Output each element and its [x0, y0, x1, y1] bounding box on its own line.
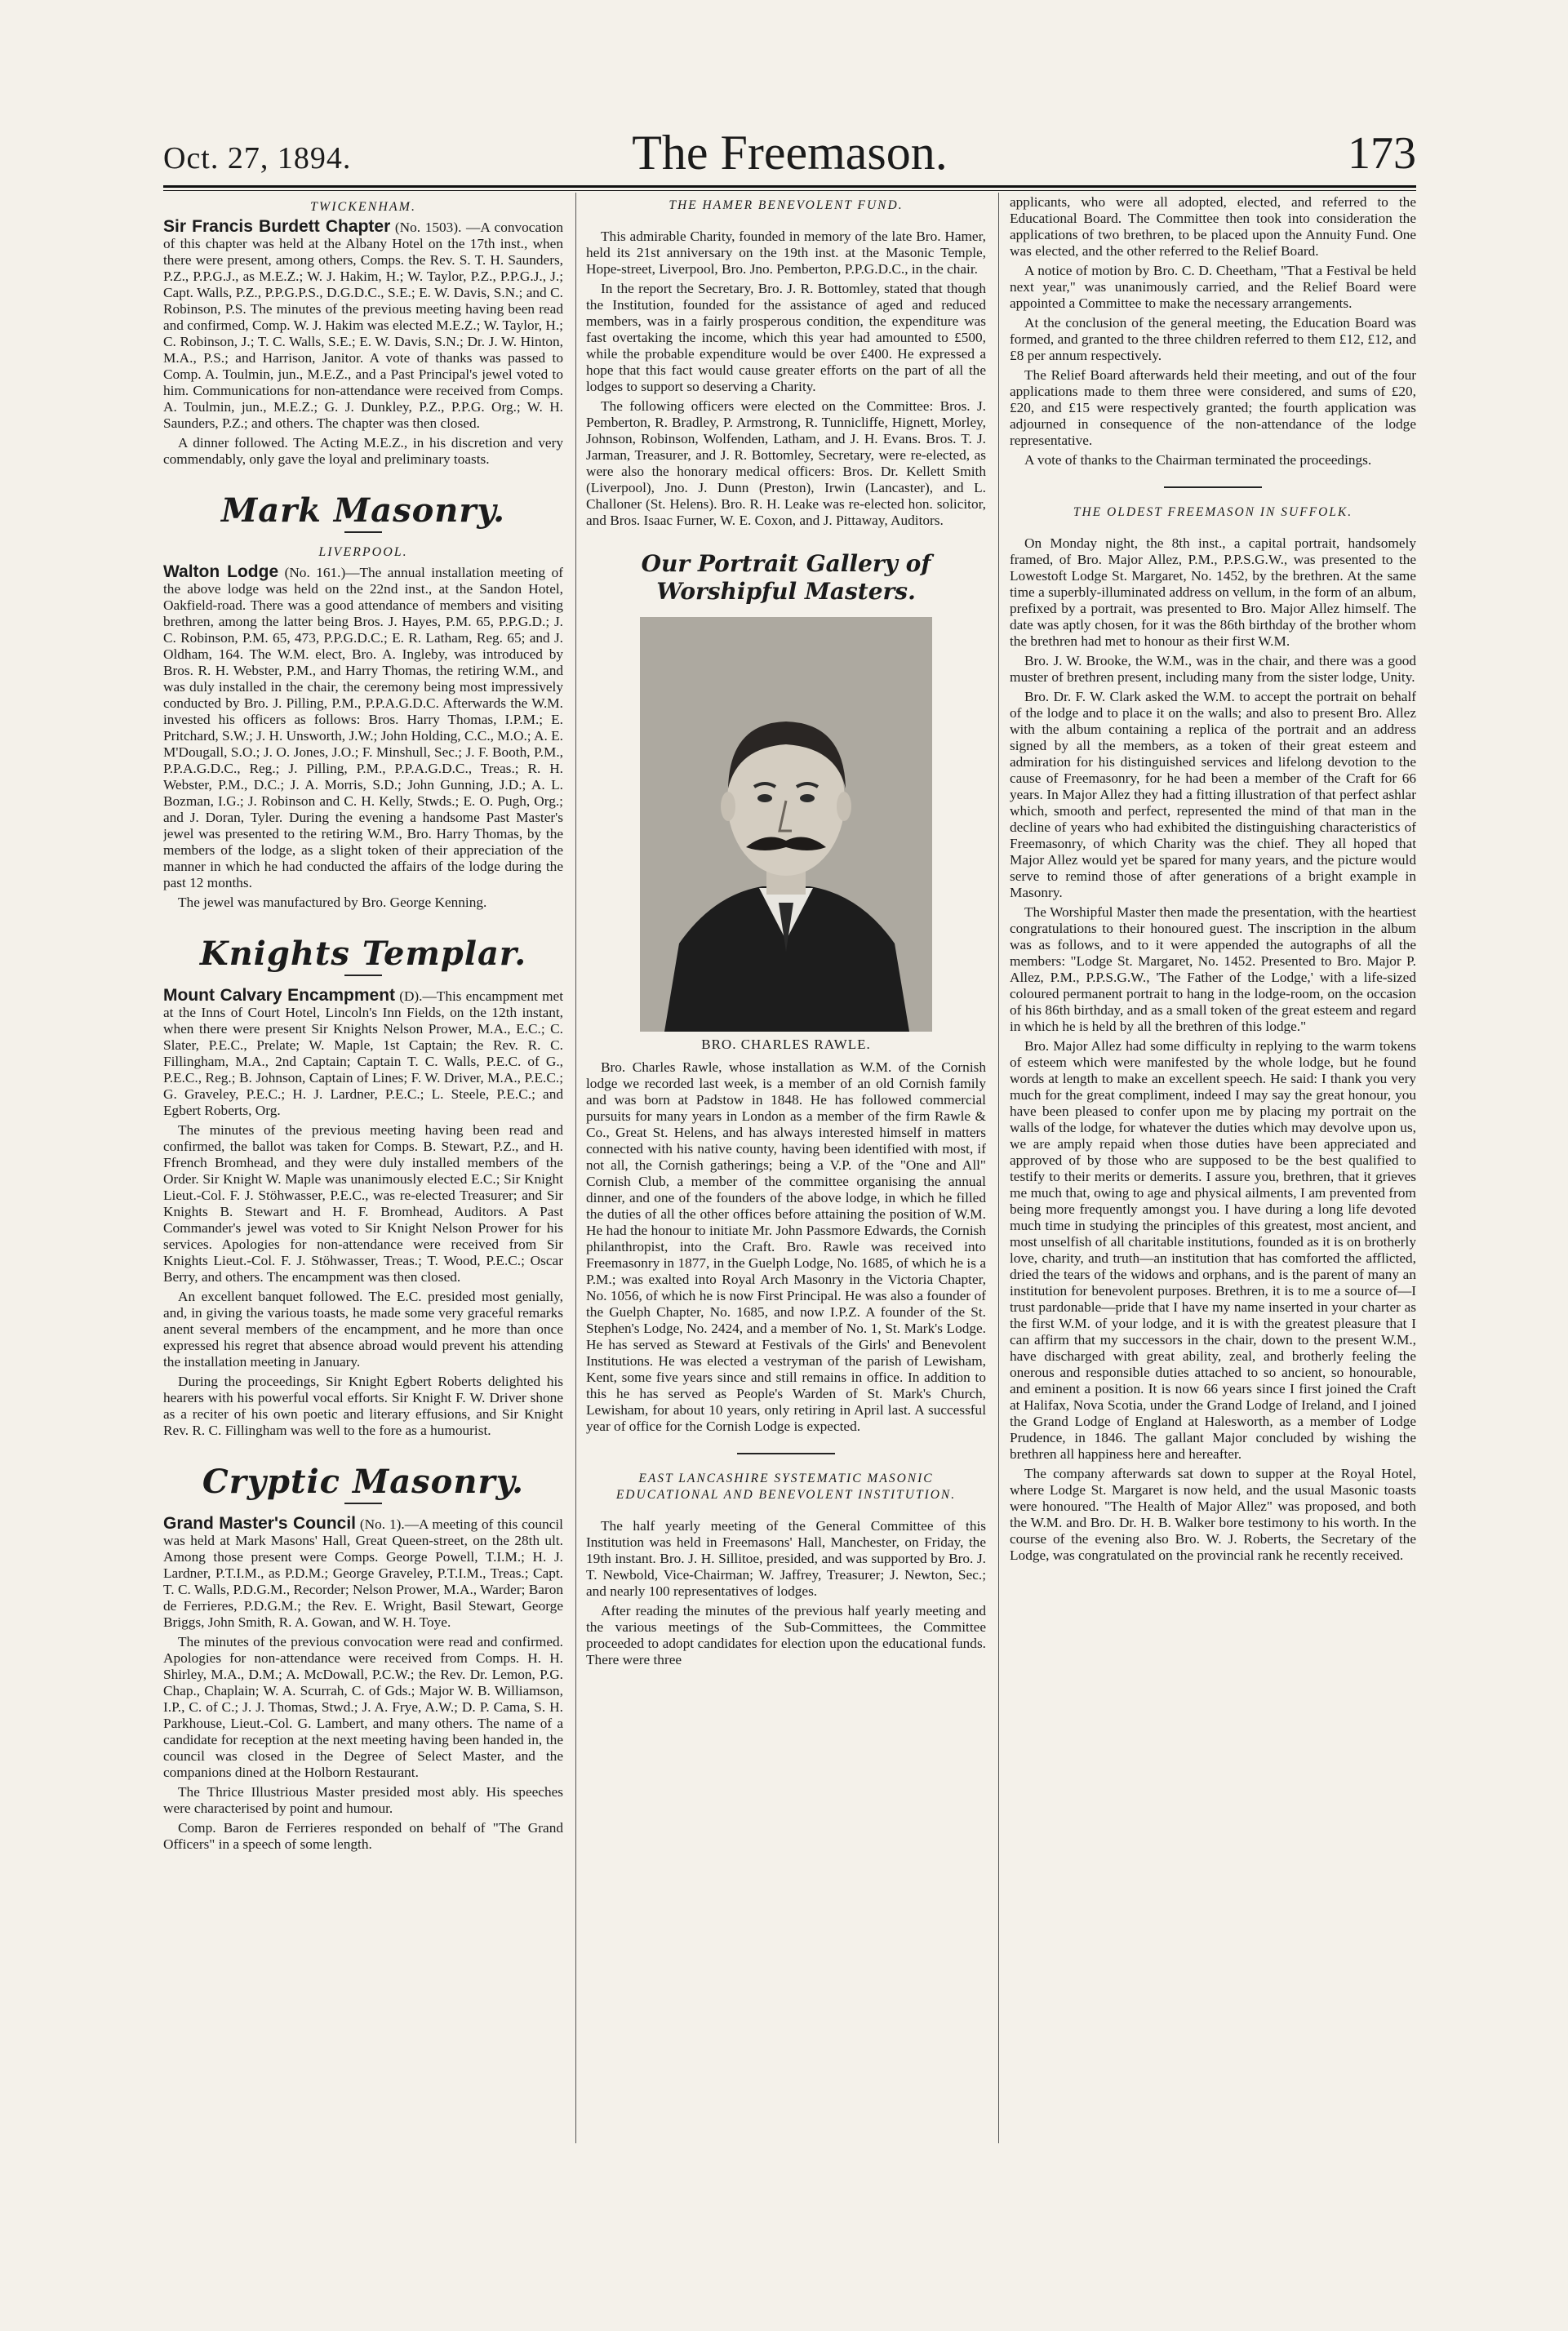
article-paragraph: Bro. Charles Rawle, whose installation as W.M. of the Cornish lodge we recorded last week, is a member of an old Cornish family and was born at Padstow in 1848. He has followed commercial pursuits for many years in London as a member of the firm Rawle & Co., Great St. Helens, and has always interested himself in matters connected with his native county, having been identified with most, if not all, the Cornish gatherings; being a V.P. of the "One and All" Cornish Club, a member of the committee organising the annual dinner, and one of the founders of the above lodge, in which he filled the duties of all the other offices before attaining the position of W.M. He had the honour to initiate Mr. John Passmore Edwards, the Cornish philanthropist, into the Craft. Bro. Rawle was received into Freemasonry in 1877, in the Guelph Lodge, No. 1685, of which he is a P.M.; was exalted into Royal Arch Masonry in the Victoria Chapter, No. 1056, of which he is now First Principal. He was also a founder of the Guelph Chapter, No. 1685, and now I.P.Z. A founder of the St. Stephen's Lodge, No. 2424, and a member of No. 1, St. Mark's Lodge. He has served as Steward at Festivals of the Girls' and Benevolent Institutions. He was elected a vestryman of the parish of Lewisham, Kent, some five years since and still remains in office. In addition to this he has served as People's Warden of St. Mark's Church, Lewisham, for about 10 years, only retiring in April last. A successful year of office for the Cornish Lodge is expected. — [586, 1059, 986, 1434]
article-paragraph: applicants, who were all adopted, elected, and referred to the Educational Board. The Committee then took into consideration the applications of two brethren, to be placed upon the Annuity Fund. One was elected, and the other referred to the Relief Board. — [1010, 194, 1416, 259]
article-paragraph: Bro. Major Allez had some difficulty in replying to the warm tokens of esteem which were manifested by the whole lodge, but he found words at length to make an excellent speech. He said: I thank you very much for the great compliment, indeed I may say the great honour, you have been pleased to confer upon me by placing my portrait on the walls of the lodge, for whatever the duties which may devolve upon us, we are amply repaid when those duties have been appreciated and approved of by those who are supposed to be the best qualified to testify to their merits or demerits. I assure you, brethren, that it grieves me much that, owing to age and physical ailments, I am prevented from being more frequently amongst you. I have during a long life devoted much time in studying the principles of this greatest, most ancient, and most unselfish of all charitable institutions, founded as it is on brotherly love, charity, and truth—an institution that has comforted the afflicted, dried the tears of the widows and orphans, and is the parent of many an institution for benevolent purposes. Brethren, it is to me a source of—I trust pardonable—pride that I have my name inserted in your charter as the first W.M. of your lodge, and it is with the greatest pleasure that I can affirm that my successors in the chair, down to the present W.M., have discharged with great ability, zeal, and brotherly feeling the onerous and responsible duties attached to so ancient, so honourable, and eminent a position. It is now 66 years since I first joined the Craft at Halifax, Nova Scotia, under the Grand Lodge of Ireland, and I joined the Grand Lodge of England at Halesworth, as a member of Lodge Prudence, in 1846. The gallant Major concluded by wishing the brethren all happiness here and hereafter. — [1010, 1038, 1416, 1462]
column-left — [163, 194, 563, 2145]
article-paragraph: Bro. J. W. Brooke, the W.M., was in the chair, and there was a good muster of brethren present, including many from the sister lodge, Unity. — [1010, 653, 1416, 685]
portrait-gallery-heading: Our Portrait Gallery of Worshipful Masters. — [641, 550, 931, 605]
lead-heading: Grand Master's Council — [163, 1514, 357, 1533]
article-paragraph: During the proceedings, Sir Knight Egbert Roberts delighted his hearers with his powerful vocal efforts. Sir Knight F. W. Driver shone as a reciter of his own poetic and literary effusions, and Sir Knight Rev. R. C. Fillingham was well to the fore as a humourist. — [163, 1374, 563, 1438]
article-paragraph: A vote of thanks to the Chairman terminated the proceedings. — [1024, 452, 1372, 468]
article-paragraph: A dinner followed. The Acting M.E.Z., in his discretion and very commendably, only gave the loyal and preliminary toasts. — [163, 435, 563, 467]
issue-date: Oct. 27, 1894. — [163, 141, 352, 175]
column-divider — [998, 193, 999, 2143]
article-paragraph: The following officers were elected on the Committee: Bros. J. Pemberton, R. Bradley, P. Armstrong, R. Tunnicliffe, Hignett, Morley, Johnson, Robinson, Wolfenden, Latham, and J. H. Evans. Bros. T. J. Jarman, Treasurer, and J. R. Bottomley, Secretary, were re-elected, as were also the honorary medical officers: Bros. Dr. Kellett Smith (Liverpool), Jno. J. Dunn (Preston), Irwin (Lancaster), and L. Challoner (St. Helens). Bro. R. H. Leake was re-elected hon. solicitor, and Bros. Isaac Furner, W. E. Coxon, and J. Pittaway, Auditors. — [586, 398, 986, 528]
article-body: (No. 1).—A meeting of this council was held at Mark Masons' Hall, Great Queen-street, on the 28th ult. Among those present were Comps. George Powell, T.I.M.; H. J. Lardner, P.T.I.M., as P.D.M.; George Graveley, P.T.I.M., Treas.; Capt. T. C. Walls, P.D.G.M., Recorder; Nelson Prower, M.A., Warder; Baron de Ferrieres, P.D.G.M.; the Rev. E. Wright, Basil Stewart, George Briggs, John Smith, R. A. Gowan, and W. H. Toye. — [163, 1516, 563, 1630]
article-paragraph: The Worshipful Master then made the presentation, with the heartiest congratulations to their honoured guest. The inscription in the album was as follows, and to it were appended the autographs of all the members: "Lodge St. Margaret, No. 1452. Presented to Bro. Major P. Allez, P.M., P.P.S.G.W., 'The Father of the Lodge,' with a life-sized coloured permanent portrait to hang in the lodge-room, on the occasion of his 86th birthday, and as a small token of the great esteem and regard in which he is held by all the brethren of this lodge." — [1010, 904, 1416, 1034]
article-paragraph: At the conclusion of the general meeting, the Education Board was formed, and granted to the three children referred to them £12, £12, and £8 per annum respectively. — [1010, 315, 1416, 363]
page-number: 173 — [1348, 128, 1416, 179]
article-paragraph: The half yearly meeting of the General Committee of this Institution was held in Freemasons' Hall, Manchester, on Friday, the 19th instant. Bro. J. H. Sillitoe, presided, and was supported by Bro. J. T. Newbold, Vice-Chairman; W. Jaffrey, Treasurer; J. Newton, Sec.; and nearly 100 representatives of lodges. — [586, 1518, 986, 1599]
column-divider — [575, 193, 576, 2143]
article-rule — [1164, 486, 1262, 488]
portrait-caption: BRO. CHARLES RAWLE. — [701, 1037, 871, 1052]
article-paragraph: The minutes of the previous meeting having been read and confirmed, the ballot was taken for Comps. B. Stewart, P.Z., and H. Ffrench Bromhead, and they were duly installed members of the Order. Sir Knight W. Maple was unanimously elected E.C.; Sir Knight Lieut.-Col. F. J. Stöhwasser, P.E.C., was re-elected Treasurer; and Sir Knights B. Stewart and H. F. Bromhead, Auditors. A Past Commander's jewel was voted to Sir Knight Nelson Prower for his services. Apologies for non-attendance were received from Sir Knights Lieut.-Col. F. J. Stöhwasser, Treas.; T. Wood, P.E.C.; Oscar Berry, and others. The encampment was then closed. — [163, 1122, 563, 1285]
article-paragraph: The minutes of the previous convocation were read and confirmed. Apologies for non-attendance were received from Comps. H. H. Shirley, M.A., D.M.; A. McDowall, P.C.W.; the Rev. Dr. Lemon, P.G. Chap., Chaplain; W. A. Scurrah, C. of Gds.; Major W. B. Williamson, I.P., C. of C.; J. J. Thomas, Stwd.; J. A. Frye, A.W.; D. P. Cama, S. H. Parkhouse, Lieut.-Col. G. Lambert, and many others. The name of a candidate for reception at the next meeting having been handed in, the council was closed in the Degree of Select Master, and the companions dined at the Holborn Restaurant. — [163, 1634, 563, 1780]
article-paragraph: The Relief Board afterwards held their meeting, and out of the four applications made to them three were considered, and sums of £20, £20, and £15 were respectively granted; the fourth application was adjourned in consequence of the non-attendance of the lodge representative. — [1010, 367, 1416, 448]
column-middle — [586, 194, 986, 2145]
article-walton-lodge — [163, 564, 563, 891]
header-rule-thin — [163, 190, 1416, 191]
article-sir-francis-burdett — [163, 219, 563, 432]
article-rule — [737, 1453, 835, 1454]
article-paragraph: Bro. Dr. F. W. Clark asked the W.M. to accept the portrait on behalf of the lodge and to place it on the walls; and also to present Bro. Allez with the album containing a replica of the portrait and an address signed by all the members, as a token of their great esteem and admiration for his distinguished services and lifelong devotion to the cause of Freemasonry, for he had been a member of the Craft for 66 years. In Major Allez they had a fitting illustration of that perfect ashlar which, smooth and perfect, represented the mind of that man in the decline of years who had exhibited the distinguishing characteristics of Freemasonry, of which Charity was the chief. They all hoped that Major Allez would yet be spared for many years, and the picture would serve to remind those of after generations of a bright example in Masonry. — [1010, 689, 1416, 900]
article-paragraph: The jewel was manufactured by Bro. George Kenning. — [178, 895, 487, 910]
dateline-twickenham: TWICKENHAM. — [310, 200, 416, 214]
section-heading-cryptic-masonry: Cryptic Masonry. — [202, 1463, 525, 1501]
header-rule — [163, 185, 1416, 188]
article-body: (No. 161.)—The annual installation meeting of the above lodge was held on the 22nd inst., at the Sandon Hotel, Oakfield-road. There was a good attendance of members and visiting brethren, among the latter being Bros. J. Hayes, P.M. 65, P.P.G.D.; J. C. Robinson, P.M. 65, 473, P.P.G.D.C.; E. R. Latham, Reg. 65; and J. Oldham, 164. The W.M. elect, Bro. A. Ingleby, was introduced by Bros. R. H. Webster, P.M., and Harry Thomas, the retiring W.M., and was duly installed in the chair, the ceremony being most impressively conducted by Bro. J. Pilling, P.M., P.P.A.G.D.C. Afterwards the W.M. invested his officers as follows: Bros. Harry Thomas, I.P.M.; E. Pritchard, S.W.; J. H. Unsworth, J.W.; John Holding, C.C., M.O.; A. E. M'Dougall, S.O.; J. O. Jones, J.O.; F. Minshull, Sec.; J. F. Booth, P.M., P.P.A.G.D.C., Reg.; J. Pilling, P.M., P.P.A.G.D.C., Treas.; R. H. Webster, P.M., D.C.; J. A. Morris, S.D.; John Gunning, J.D.; A. L. Bozman, I.G.; J. Robinson and C. H. Kelly, Stwds.; E. O. Pugh, Org.; and J. Doran, Tyler. During the evening a handsome Past Master's jewel was presented to the retiring W.M., Bro. Harry Thomas, by the members of the lodge, as a slight token of their appreciation of the manner in which he had conducted the affairs of the lodge during the past 12 months. — [163, 565, 563, 890]
article-paragraph: This admirable Charity, founded in memory of the late Bro. Hamer, held its 21st anniversary on the 19th inst. at the Masonic Temple, Hope-street, Liverpool, Bro. Jno. Pemberton, P.P.G.D.C., in the chair. — [586, 229, 986, 277]
article-title-east-lancashire: EAST LANCASHIRE SYSTEMATIC MASONIC EDUCATIONAL AND BENEVOLENT INSTITUTION. — [615, 1472, 957, 1502]
article-paragraph: On Monday night, the 8th inst., a capital portrait, handsomely framed, of Bro. Major Allez, P.M., P.P.S.G.W., was presented to the Lowestoft Lodge St. Margaret, No. 1452, by the brethren. At the same time a superbly-illuminated address on vellum, in the form of an album, prefixed by a portrait, was presented to Bro. Major Allez himself. The date was aptly chosen, for it was the 86th birthday of the brother whom the brethren had met to honour as their first W.M. — [1010, 535, 1416, 649]
article-mount-calvary — [163, 988, 563, 1119]
article-paragraph: The company afterwards sat down to supper at the Royal Hotel, where Lodge St. Margaret is now held, and the usual Masonic toasts were honoured. "The Health of Major Allez" was proposed, and both the W.M. and Bro. Dr. H. B. Walker bore testimony to his worth. In the course of the evening also Bro. W. J. Roberts, the Secretary of the Lodge, was congratulated on the provincial rank he recently received. — [1010, 1466, 1416, 1563]
section-rule — [344, 531, 382, 533]
section-rule — [344, 1503, 382, 1504]
dateline-liverpool: LIVERPOOL. — [318, 545, 408, 559]
article-grand-masters-council — [163, 1516, 563, 1631]
lead-heading: Mount Calvary Encampment — [163, 986, 396, 1005]
section-rule — [344, 975, 382, 976]
masthead-title: The Freemason. — [632, 126, 948, 180]
lead-heading: Walton Lodge — [163, 562, 279, 581]
article-title-hamer-fund: THE HAMER BENEVOLENT FUND. — [669, 198, 904, 212]
article-title-oldest-freemason: THE OLDEST FREEMASON IN SUFFOLK. — [1073, 505, 1353, 519]
page-header — [163, 121, 1416, 181]
section-heading-knights-templar: Knights Templar. — [199, 935, 527, 973]
article-paragraph: A notice of motion by Bro. C. D. Cheetham, "That a Festival be held next year," was unanimously carried, and the Relief Board were appointed a Committee to make the necessary arrangements. — [1010, 263, 1416, 311]
article-body: (D).—This encampment met at the Inns of Court Hotel, Lincoln's Inn Fields, on the 12th instant, when there were present Sir Knights Nelson Prower, M.A., E.C.; C. Slater, P.E.C., Prelate; W. Maple, 1st Captain; the Rev. R. C. Fillingham, M.A., 2nd Captain; Captain T. C. Walls, P.E.C. of G., P.E.C., Reg.; B. Johnson, Captain of Lines; F. W. Driver, M.A., P.E.C.; G. Graveley, P.E.C.; H. J. Lardner, P.E.C.; L. Steele, P.E.C.; and Egbert Roberts, Org. — [163, 988, 563, 1118]
portrait-illustration — [640, 617, 932, 1032]
article-paragraph: Comp. Baron de Ferrieres responded on behalf of "The Grand Officers" in a speech of some length. — [163, 1820, 563, 1852]
article-paragraph: An excellent banquet followed. The E.C. presided most genially, and, in giving the various toasts, he made some very graceful remarks anent several members of the encampment, and he more than once expressed his regret that absence abroad would prevent his attending the installation meeting in January. — [163, 1289, 563, 1370]
portrait-photo — [640, 617, 932, 1032]
lead-heading: Sir Francis Burdett Chapter — [163, 217, 391, 236]
column-right — [1010, 194, 1416, 2145]
article-paragraph: After reading the minutes of the previous half yearly meeting and the various meetings of the Sub-Committees, the Committee proceeded to adopt candidates for election upon the educational funds. There were three — [586, 1603, 986, 1667]
section-heading-mark-masonry: Mark Masonry. — [220, 491, 506, 530]
article-paragraph: In the report the Secretary, Bro. J. R. Bottomley, stated that though the Institution, founded for the assistance of aged and reduced members, was in a fairly prosperous condition, the expenditure was fast overtaking the income, which this year had amounted to £500, while the probable expenditure would be over £400. He expressed a hope that this fact would cause greater efforts on the part of all the lodges to support so deserving a Charity. — [586, 281, 986, 394]
article-body: (No. 1503). —A convocation of this chapter was held at the Albany Hotel on the 17th inst., when there were present, among others, Comps. the Rev. S. T. H. Saunders, P.Z., P.P.G.J., as M.E.Z.; W. J. Hakim, H.; W. Taylor, P.Z., P.P.G.J., J.; Capt. Walls, P.Z., P.P.G.P.S., D.G.D.C., S.E.; E. W. Davis, S.N.; and C. Robinson, P.S. The minutes of the previous meeting having been read and confirmed, Comp. W. J. Hakim was elected M.E.Z.; W. Taylor, H.; C. Robinson, J.; T. C. Walls, S.E.; E. W. Davis, S.N.; Dr. J. W. Hinton, M.A., P.S.; and Harrison, Janitor. A vote of thanks was passed to Comp. A. Toulmin, jun., M.E.Z., and a Past Principal's jewel voted to him. Communications for non-attendance were received from Comps. A. Toulmin, jun., M.E.Z.; G. J. Dunkley, P.Z., P.P.G. Org.; W. H. Saunders, P.Z.; and others. The chapter was then closed. — [163, 220, 563, 431]
article-paragraph: The Thrice Illustrious Master presided most ably. His speeches were characterised by point and humour. — [163, 1784, 563, 1816]
